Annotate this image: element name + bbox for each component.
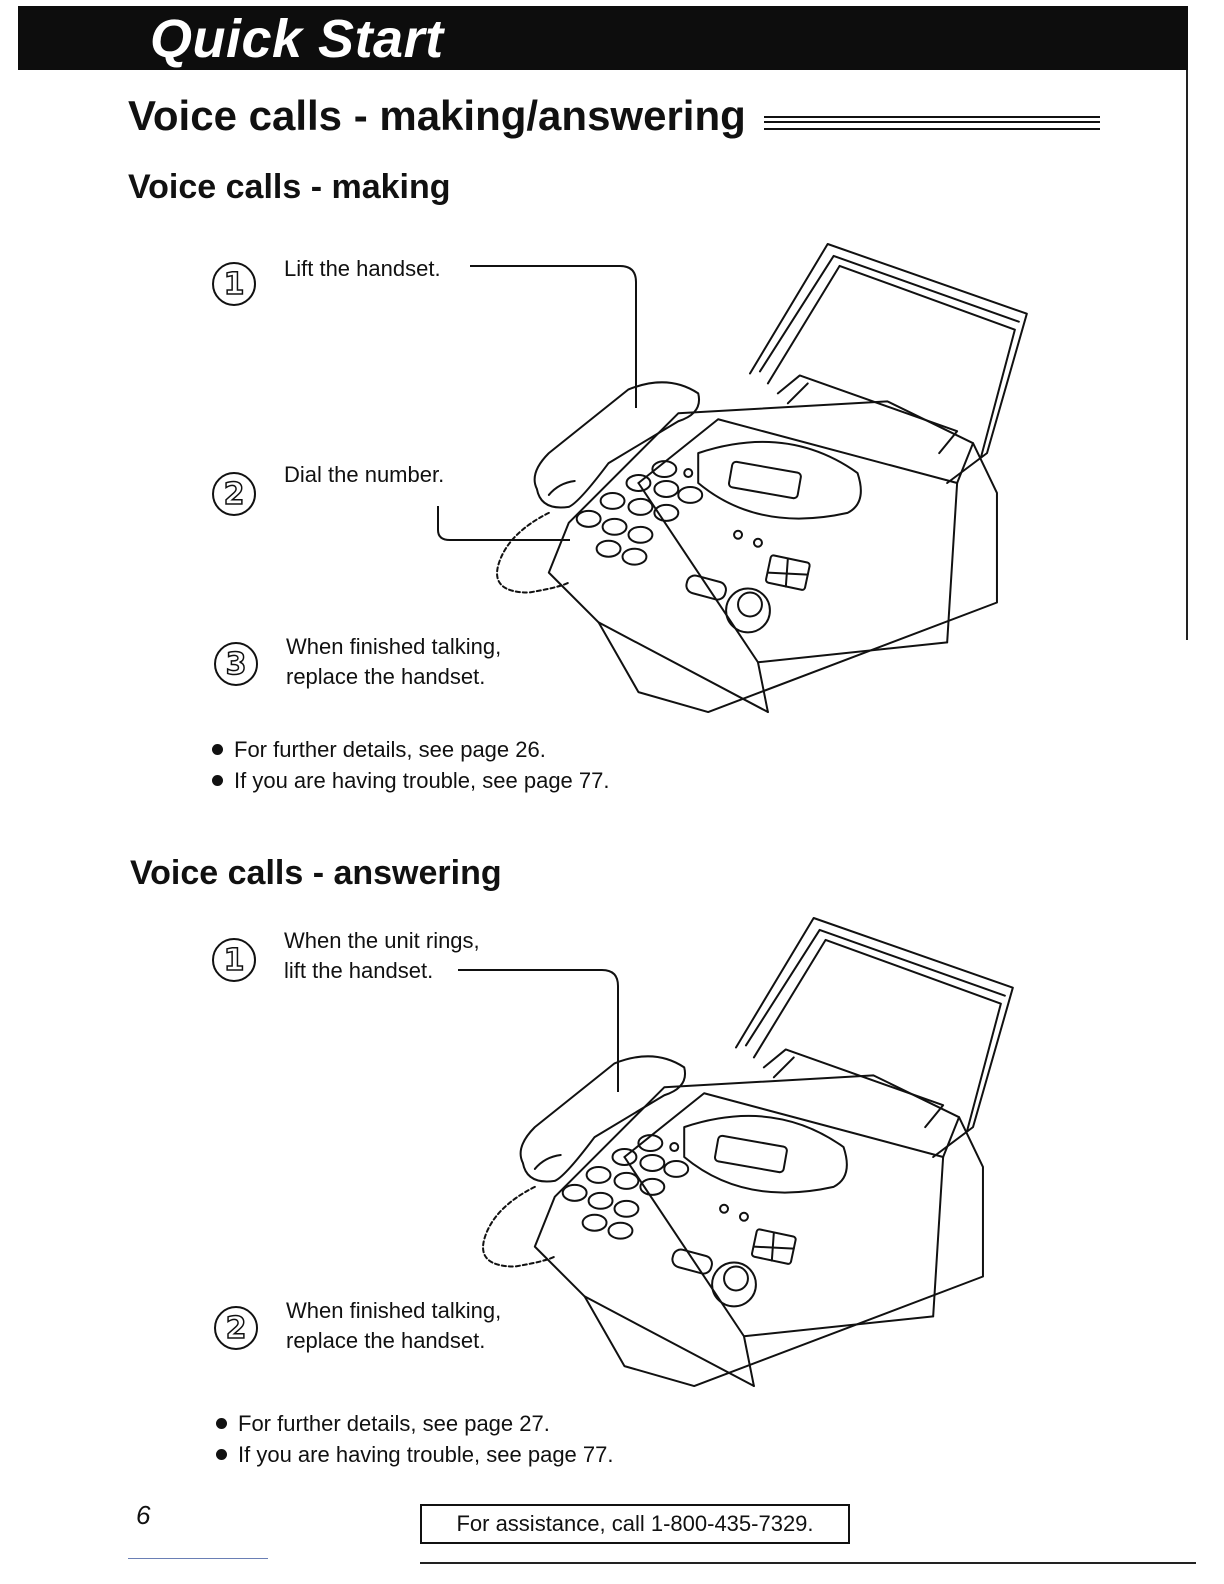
answering-notes	[214, 1408, 613, 1470]
step-2-text: Dial the number.	[284, 462, 445, 487]
note-item: For further details, see page 27.	[214, 1408, 613, 1439]
step-2-badge: 2	[214, 1306, 258, 1350]
assistance-text: For assistance, call 1-800-435-7329.	[456, 1511, 814, 1536]
quick-start-banner	[18, 6, 1188, 70]
step-1-badge: 1	[212, 938, 256, 982]
callout-lines-answering	[452, 962, 652, 1102]
footer-rule-left	[128, 1558, 268, 1559]
step-3-text: When finished talking, replace the handset.	[286, 634, 502, 689]
page-number: 6	[136, 1500, 151, 1530]
step-1-badge: 1	[212, 262, 256, 306]
banner-title: Quick Start	[150, 9, 444, 69]
note-item: If you are having trouble, see page 77.	[214, 1439, 613, 1470]
callout-lines-making	[430, 258, 690, 568]
making-notes	[210, 734, 609, 796]
footer-rule-right	[420, 1562, 1196, 1564]
page-edge-rule	[1186, 70, 1188, 640]
step-1-text: Lift the handset.	[284, 256, 441, 281]
assistance-box	[420, 1504, 850, 1544]
step-2-badge: 2	[212, 472, 256, 516]
step-1-text: When the unit rings, lift the handset.	[284, 928, 480, 983]
note-item: For further details, see page 26.	[210, 734, 609, 765]
section-title: Voice calls - making/answering	[128, 92, 746, 139]
step-2-text: When finished talking, replace the handset.	[286, 1298, 502, 1353]
answering-heading: Voice calls - answering	[130, 854, 502, 892]
section-title-rule	[764, 116, 1100, 130]
step-3-badge: 3	[214, 642, 258, 686]
note-item: If you are having trouble, see page 77.	[210, 765, 609, 796]
making-heading: Voice calls - making	[128, 168, 451, 206]
